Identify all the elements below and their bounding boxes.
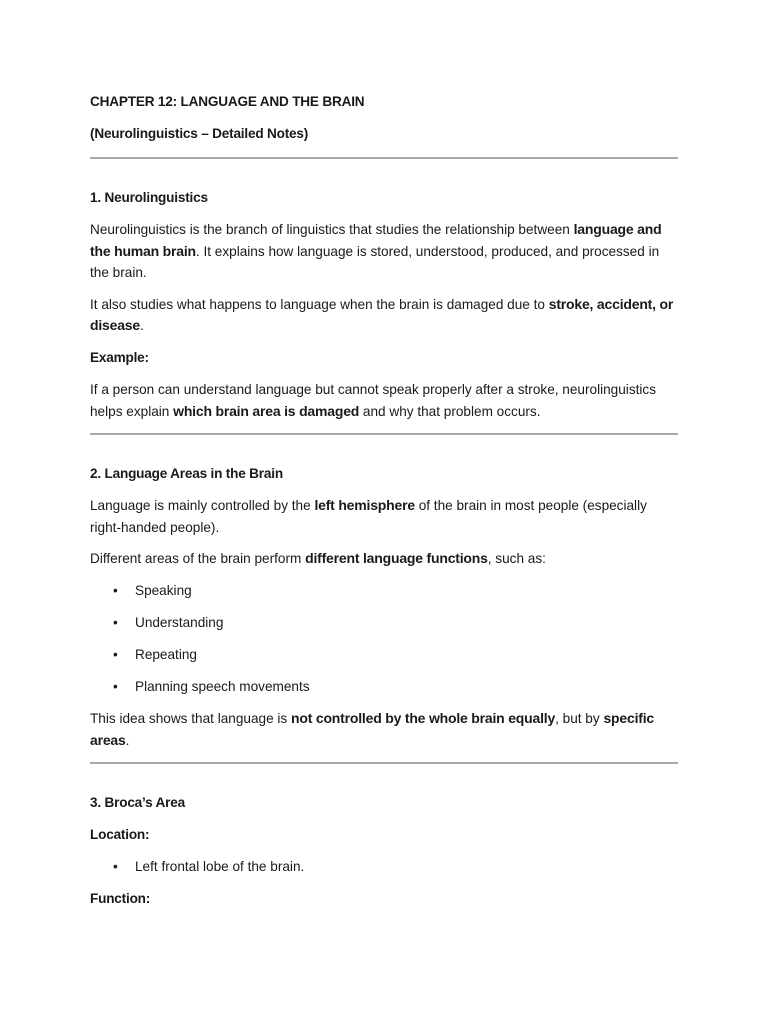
list-item (90, 580, 678, 602)
section-heading-language-areas: 2. Language Areas in the Brain (90, 466, 283, 482)
text-run: It also studies what happens to language when the brain is damaged due to (90, 296, 549, 312)
list-item-text: Repeating (135, 646, 197, 662)
list-item (90, 644, 678, 666)
list-item-text: Planning speech movements (135, 678, 310, 694)
section-divider (90, 157, 678, 159)
list-item-text: Speaking (135, 582, 192, 598)
section-heading-neurolinguistics: 1. Neurolinguistics (90, 190, 208, 205)
text-run: Language is mainly controlled by the (90, 498, 315, 514)
text-run: . It explains how language is stored, understood, produced, and processed in the brain. (90, 243, 660, 281)
paragraph-brain-damage (90, 294, 678, 337)
list-item (90, 676, 678, 698)
list-item-text: Left frontal lobe of the brain. (135, 859, 305, 875)
bullet-icon: • (113, 582, 118, 598)
paragraph-specific-areas (90, 708, 678, 751)
text-run: If a person can understand language but cannot speak properly after a stroke, neurolinguistics helps explain (90, 381, 657, 419)
section-divider (90, 433, 678, 435)
bullet-icon: • (113, 614, 118, 630)
functions-list (90, 580, 678, 698)
bold-text: left hemisphere (314, 497, 415, 514)
section-divider (90, 762, 678, 764)
bold-text: language and the human brain (90, 221, 662, 259)
text-run: This idea shows that language is (90, 710, 292, 726)
paragraph-left-hemisphere (90, 495, 678, 538)
example-label: Example: (90, 349, 149, 365)
bold-text: not controlled by the whole brain equally (291, 709, 556, 726)
chapter-subtitle: (Neurolinguistics – Detailed Notes) (90, 126, 309, 141)
text-run: and why that problem occurs. (359, 403, 541, 419)
paragraph-functions (90, 548, 678, 570)
bold-text: stroke, accident, or disease (90, 295, 674, 334)
list-item-text: Understanding (135, 614, 224, 630)
section-heading-brocas-area: 3. Broca’s Area (90, 795, 185, 811)
text-run: Neurolinguistics is the branch of linguistics that studies the relationship between (90, 222, 574, 237)
paragraph-example (90, 379, 678, 422)
paragraph-definition (90, 219, 678, 284)
text-run: . (125, 732, 130, 748)
location-list (90, 856, 678, 878)
document-page (90, 88, 678, 910)
list-item (90, 612, 678, 634)
function-label: Function: (90, 891, 151, 907)
bullet-icon: • (113, 646, 118, 662)
list-item (90, 856, 678, 878)
bullet-icon: • (113, 859, 118, 875)
text-run: , such as: (487, 551, 546, 567)
text-run: of the brain in most people (especially right-handed people). (90, 498, 647, 535)
text-run: , but by (555, 710, 604, 726)
chapter-title: CHAPTER 12: LANGUAGE AND THE BRAIN (90, 94, 365, 109)
text-run: Different areas of the brain perform (90, 551, 306, 567)
location-label: Location: (90, 827, 150, 843)
text-run: . (139, 318, 144, 334)
bold-text: specific areas (90, 709, 654, 748)
bold-text: different language functions (305, 550, 488, 567)
bullet-icon: • (113, 678, 118, 694)
bold-text: which brain area is damaged (173, 402, 360, 419)
